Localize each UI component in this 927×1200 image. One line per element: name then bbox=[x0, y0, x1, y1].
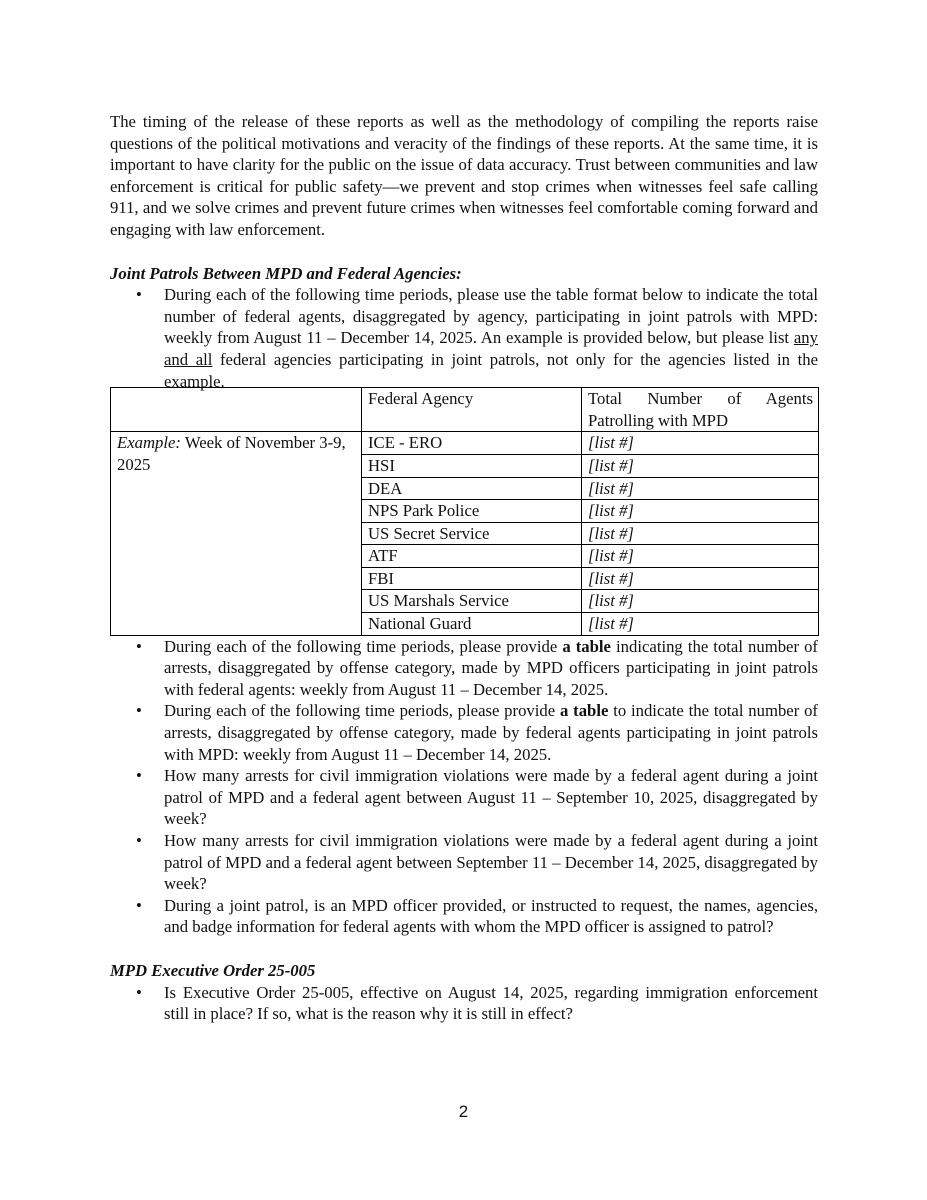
table-header-row bbox=[111, 388, 819, 432]
count-cell: [list #] bbox=[582, 477, 819, 500]
agency-cell: HSI bbox=[362, 454, 582, 477]
underlined-text: any and all bbox=[164, 328, 818, 369]
table-header-agency: Federal Agency bbox=[362, 388, 582, 432]
list-item: • How many arrests for civil immigration violations were made by a federal agent during a joint patrol of MPD and a federal agent between August 11 – September 10, 2025, disaggregated by week? bbox=[136, 766, 818, 829]
bold-text: a table bbox=[559, 701, 609, 721]
bullet-list bbox=[110, 284, 818, 392]
count-cell: [list #] bbox=[582, 432, 819, 455]
section-joint-patrols bbox=[110, 263, 818, 938]
count-cell: [list #] bbox=[582, 545, 819, 568]
list-item: • During each of the following time periods, please use the table format below to indicate the total number of federal agents, disaggregated by agency, participating in joint patrols with MPD: weekly from August 11 – December 14, 2025. An example is provided below, but please list any and all federal agencies participating in joint patrols, not only for the agencies listed in the example. bbox=[136, 285, 818, 391]
count-cell: [list #] bbox=[582, 522, 819, 545]
intro-paragraph: The timing of the release of these reports as well as the methodology of compiling the reports raise questions of the political motivations and veracity of the findings of these reports. At the same time, it is important to have clarity for the public on the issue of data accuracy. Trust between communities and law enforcement is critical for public safety—we prevent and stop crimes when witnesses feel safe calling 911, and we solve crimes and prevent future crimes when witnesses feel comfortable coming forward and engaging with law enforcement. bbox=[110, 112, 818, 239]
bullet-icon: • bbox=[136, 285, 142, 305]
count-cell: [list #] bbox=[582, 590, 819, 613]
example-period-cell: Example: Week of November 3-9, 2025 bbox=[111, 432, 362, 635]
bullet-list bbox=[110, 982, 818, 1025]
page-number: 2 bbox=[458, 1102, 469, 1121]
agency-cell: DEA bbox=[362, 477, 582, 500]
agency-cell: US Secret Service bbox=[362, 522, 582, 545]
table-row bbox=[111, 432, 819, 455]
bullet-icon: • bbox=[136, 636, 142, 656]
bullet-list bbox=[110, 636, 818, 938]
bold-text: a table bbox=[562, 636, 611, 656]
agency-cell: ICE - ERO bbox=[362, 432, 582, 455]
count-cell: [list #] bbox=[582, 500, 819, 523]
agency-cell: ATF bbox=[362, 545, 582, 568]
table-header-total: Total Number of Agents Patrolling with MPD bbox=[582, 388, 819, 432]
list-item: • Is Executive Order 25-005, effective on August 14, 2025, regarding immigration enforcement still in place? If so, what is the reason why it is still in effect? bbox=[136, 982, 818, 1024]
bullet-icon: • bbox=[136, 895, 142, 915]
federal-agency-table bbox=[110, 387, 819, 636]
section-heading: Joint Patrols Between MPD and Federal Agencies: bbox=[110, 263, 462, 283]
section-executive-order bbox=[110, 960, 818, 1025]
agency-cell: National Guard bbox=[362, 613, 582, 636]
count-cell: [list #] bbox=[582, 454, 819, 477]
bullet-icon: • bbox=[136, 982, 142, 1002]
agency-cell: FBI bbox=[362, 567, 582, 590]
list-item: • During a joint patrol, is an MPD officer provided, or instructed to request, the names, agencies, and badge information for federal agents with whom the MPD officer is assigned to patrol? bbox=[136, 895, 818, 937]
bullet-icon: • bbox=[136, 831, 142, 850]
count-cell: [list #] bbox=[582, 613, 819, 636]
document-body bbox=[110, 111, 818, 1025]
section-heading: MPD Executive Order 25-005 bbox=[110, 960, 316, 980]
count-cell: [list #] bbox=[582, 567, 819, 590]
agency-cell: US Marshals Service bbox=[362, 590, 582, 613]
list-item: • How many arrests for civil immigration violations were made by a federal agent during a joint patrol of MPD and a federal agent between September 11 – December 14, 2025, disaggregated by week? bbox=[136, 831, 818, 894]
list-item: • During each of the following time periods, please provide a table indicating the total number of arrests, disaggregated by offense category, made by MPD officers participating in joint patrols with federal agents: weekly from August 11 – December 14, 2025. bbox=[136, 636, 818, 699]
list-item: • During each of the following time periods, please provide a table to indicate the total number of arrests, disaggregated by offense category, made by federal agents participating in joint patrols with MPD: weekly from August 11 – December 14, 2025. bbox=[136, 701, 818, 764]
table-cell bbox=[111, 388, 362, 432]
bullet-icon: • bbox=[136, 701, 142, 721]
agency-cell: NPS Park Police bbox=[362, 500, 582, 523]
bullet-icon: • bbox=[136, 766, 142, 786]
